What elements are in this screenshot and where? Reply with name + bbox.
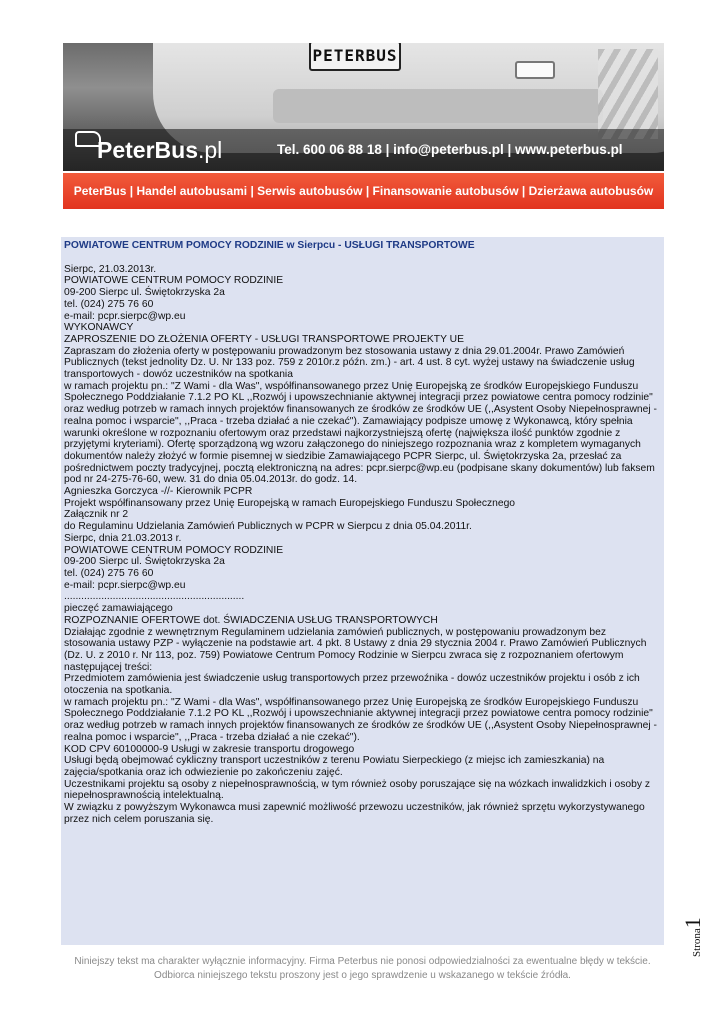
document-line: W związku z powyższym Wykonawca musi zapewnić możliwość przewozu uczestników, jak również sprzętu wykorzystywanego przez nich celem poruszania się. [64, 802, 645, 825]
document-line: Sierpc, dnia 21.03.2013 r. [64, 532, 182, 544]
document-line: oraz według potrzeb w ramach innych projektów finansowanych ze środków ze środków UE (,,Asystent Osoby Niepełnosprawnej - realna pomoc i wsparcie", ,,Praca - trzeba działać a nie czekać"). Zamawiający podpisze umowę z Wykonawcą, który spełnia warunki określone w rozpoznaniu ofertowym oraz przedstawi najkorzystniejszą ofertę (największa ilość punktów zgodnie z przyjętymi kryteriami). Ofertę sporządzoną wg wzoru załączonego do niniejszego rozpoznania wraz z kompletem wymaganych dokumentów należy złożyć w formie pisemnej w siedzibie Zamawiającego PCPR Sierpc, ul. Świętokrzyska 2a, przesłać za pośrednictwem poczty tradycyjnej, pocztą elektroniczną na adres: pcpr.sierpc@wp.eu (podpisane skany dokumentów) lub faksem pod nr 24-275-76-60, wew. 31 do dnia 05.04.2013r. do godz. 14. [64, 404, 657, 486]
document-line: tel. (024) 275 76 60 [64, 567, 154, 579]
logo-suffix: .pl [197, 137, 223, 163]
document-line: pieczęć zamawiającego [64, 603, 173, 615]
document-line: do Regulaminu Udzielania Zamówień Publicznych w PCPR w Sierpcu z dnia 05.04.2011r. [64, 521, 472, 533]
bus-stripes-decoration [598, 49, 658, 139]
logo-main: PeterBus [97, 137, 198, 163]
fog-light-icon [515, 61, 555, 79]
document-line: Sierpc, 21.03.2013r. [64, 263, 157, 275]
document-line: POWIATOWE CENTRUM POMOCY RODZINIE [64, 544, 284, 556]
license-plate: PETERBUS [309, 43, 401, 71]
document-title: POWIATOWE CENTRUM POMOCY RODZINIE w Sierpcu - USŁUGI TRANSPORTOWE [64, 240, 475, 251]
document-line: ROZPOZNANIE OFERTOWE dot. ŚWIADCZENIA USŁUG TRANSPORTOWYCH [64, 614, 438, 626]
bus-bumper [273, 89, 603, 123]
document-line: w ramach projektu pn.: "Z Wami - dla Was", współfinansowanego przez Unię Europejską ze środków Europejskiego Funduszu Społecznego Poddziałanie 7.1.2 PO KL ,,Rozwój i upowszechnianie aktywnej integracji przez powiatowe centra pomocy rodzinie" [64, 380, 653, 404]
document-line: POWIATOWE CENTRUM POMOCY RODZINIE [64, 275, 284, 287]
page-number-text [680, 917, 706, 957]
document-line: ............................................................... [64, 591, 245, 603]
page-number-value: 1 [680, 917, 705, 929]
disclaimer-line-2: Odbiorca niniejszego tekstu proszony jest o jego sprawdzenie u wskazanego w tekście źródła. [154, 970, 571, 981]
contact-info: Tel. 600 06 88 18 | info@peterbus.pl | www.peterbus.pl [277, 142, 623, 157]
disclaimer-footer [40, 955, 685, 983]
document-line: KOD CPV 60100000-9 Usługi w zakresie transportu drogowego [64, 743, 355, 755]
document-line: Usługi będą obejmować cykliczny transport uczestników z terenu Powiatu Sierpeckiego (z miejsc ich zamieszkania) na zajęcia/spotkania oraz ich odwiezienie po zakończeniu zajęć. [64, 755, 605, 778]
page-number [680, 895, 710, 957]
logo-text [97, 137, 222, 164]
document-line: WYKONAWCY [64, 322, 134, 334]
disclaimer-line-1: Niniejszy tekst ma charakter wyłącznie informacyjny. Firma Peterbus nie ponosi odpowiedzialności za ewentualne błędy w tekście. [74, 956, 651, 967]
document-line: 09-200 Sierpc ul. Świętokrzyska 2a [64, 556, 225, 568]
document-line: ZAPROSZENIE DO ZŁOŻENIA OFERTY - USŁUGI TRANSPORTOWE PROJEKTY UE [64, 333, 464, 345]
document-body [64, 264, 659, 826]
document-line: e-mail: pcpr.sierpc@wp.eu [64, 579, 186, 591]
header-banner [63, 43, 664, 171]
document-line: oraz według potrzeb w ramach innych projektów finansowanych ze środków ze środków UE (,,Asystent Osoby Niepełnosprawnej - realna pomoc i wsparcie", ,,Praca - trzeba działać a nie czekać"). [64, 720, 657, 743]
document-line: Uczestnikami projektu są osoby z niepełnosprawnością, w tym również osoby poruszające się na wózkach inwalidzkich i osoby z niepełnosprawnością intelektualną. [64, 778, 651, 802]
page-label: Strona [691, 928, 703, 957]
document-line: tel. (024) 275 76 60 [64, 298, 154, 310]
document-line: Projekt współfinansowany przez Unię Europejską w ramach Europejskiego Funduszu Społecznego [64, 497, 516, 509]
document-line: w ramach projektu pn.: "Z Wami - dla Was", współfinansowanego przez Unię Europejską ze środków Europejskiego Funduszu Społecznego Poddziałanie 7.1.2 PO KL ,,Rozwój i upowszechnianie aktywnej integracji przez powiatowe centra pomocy rodzinie" [64, 696, 653, 720]
document-line: Przedmiotem zamówienia jest świadczenie usług transportowych przez przewoźnika - dowóz uczestników projektu i osób z ich otoczenia na spotkania. [64, 673, 640, 697]
document-line: 09-200 Sierpc ul. Świętokrzyska 2a [64, 287, 225, 299]
document-line: e-mail: pcpr.sierpc@wp.eu [64, 310, 186, 322]
document-content [61, 237, 664, 945]
services-bar: PeterBus | Handel autobusami | Serwis autobusów | Finansowanie autobusów | Dzierżawa autobusów [63, 173, 664, 209]
document-line: Agnieszka Gorczyca -//- Kierownik PCPR [64, 486, 253, 498]
document-line: Zapraszam do złożenia oferty w postępowaniu prowadzonym bez stosowania ustawy z dnia 29.01.2004r. Prawo Zamówień Publicznych (tekst jednolity Dz. U. Nr 133 poz. 759 z 2010r.z późn. zm.) - art. 4 ust. 8 cyt. wyżej ustawy na świadczenie usług transportowych - dowóz uczestników na spotkania [64, 345, 635, 381]
document-line: Załącznik nr 2 [64, 509, 129, 521]
document-line: Działając zgodnie z wewnętrznym Regulaminem udzielania zamówień publicznych, w postępowaniu prowadzonym bez stosowania ustawy PZP - wyłączenie na podstawie art. 4 pkt. 8 Ustawy z dnia 29 stycznia 2004 r. Prawo Zamówień Publicznych (Dz. U. z 2010 r. Nr 113, poz. 759) Powiatowe Centrum Pomocy Rodzinie w Sierpcu zwraca się z rozpoznaniem ofertowym następującej treści: [64, 626, 647, 673]
